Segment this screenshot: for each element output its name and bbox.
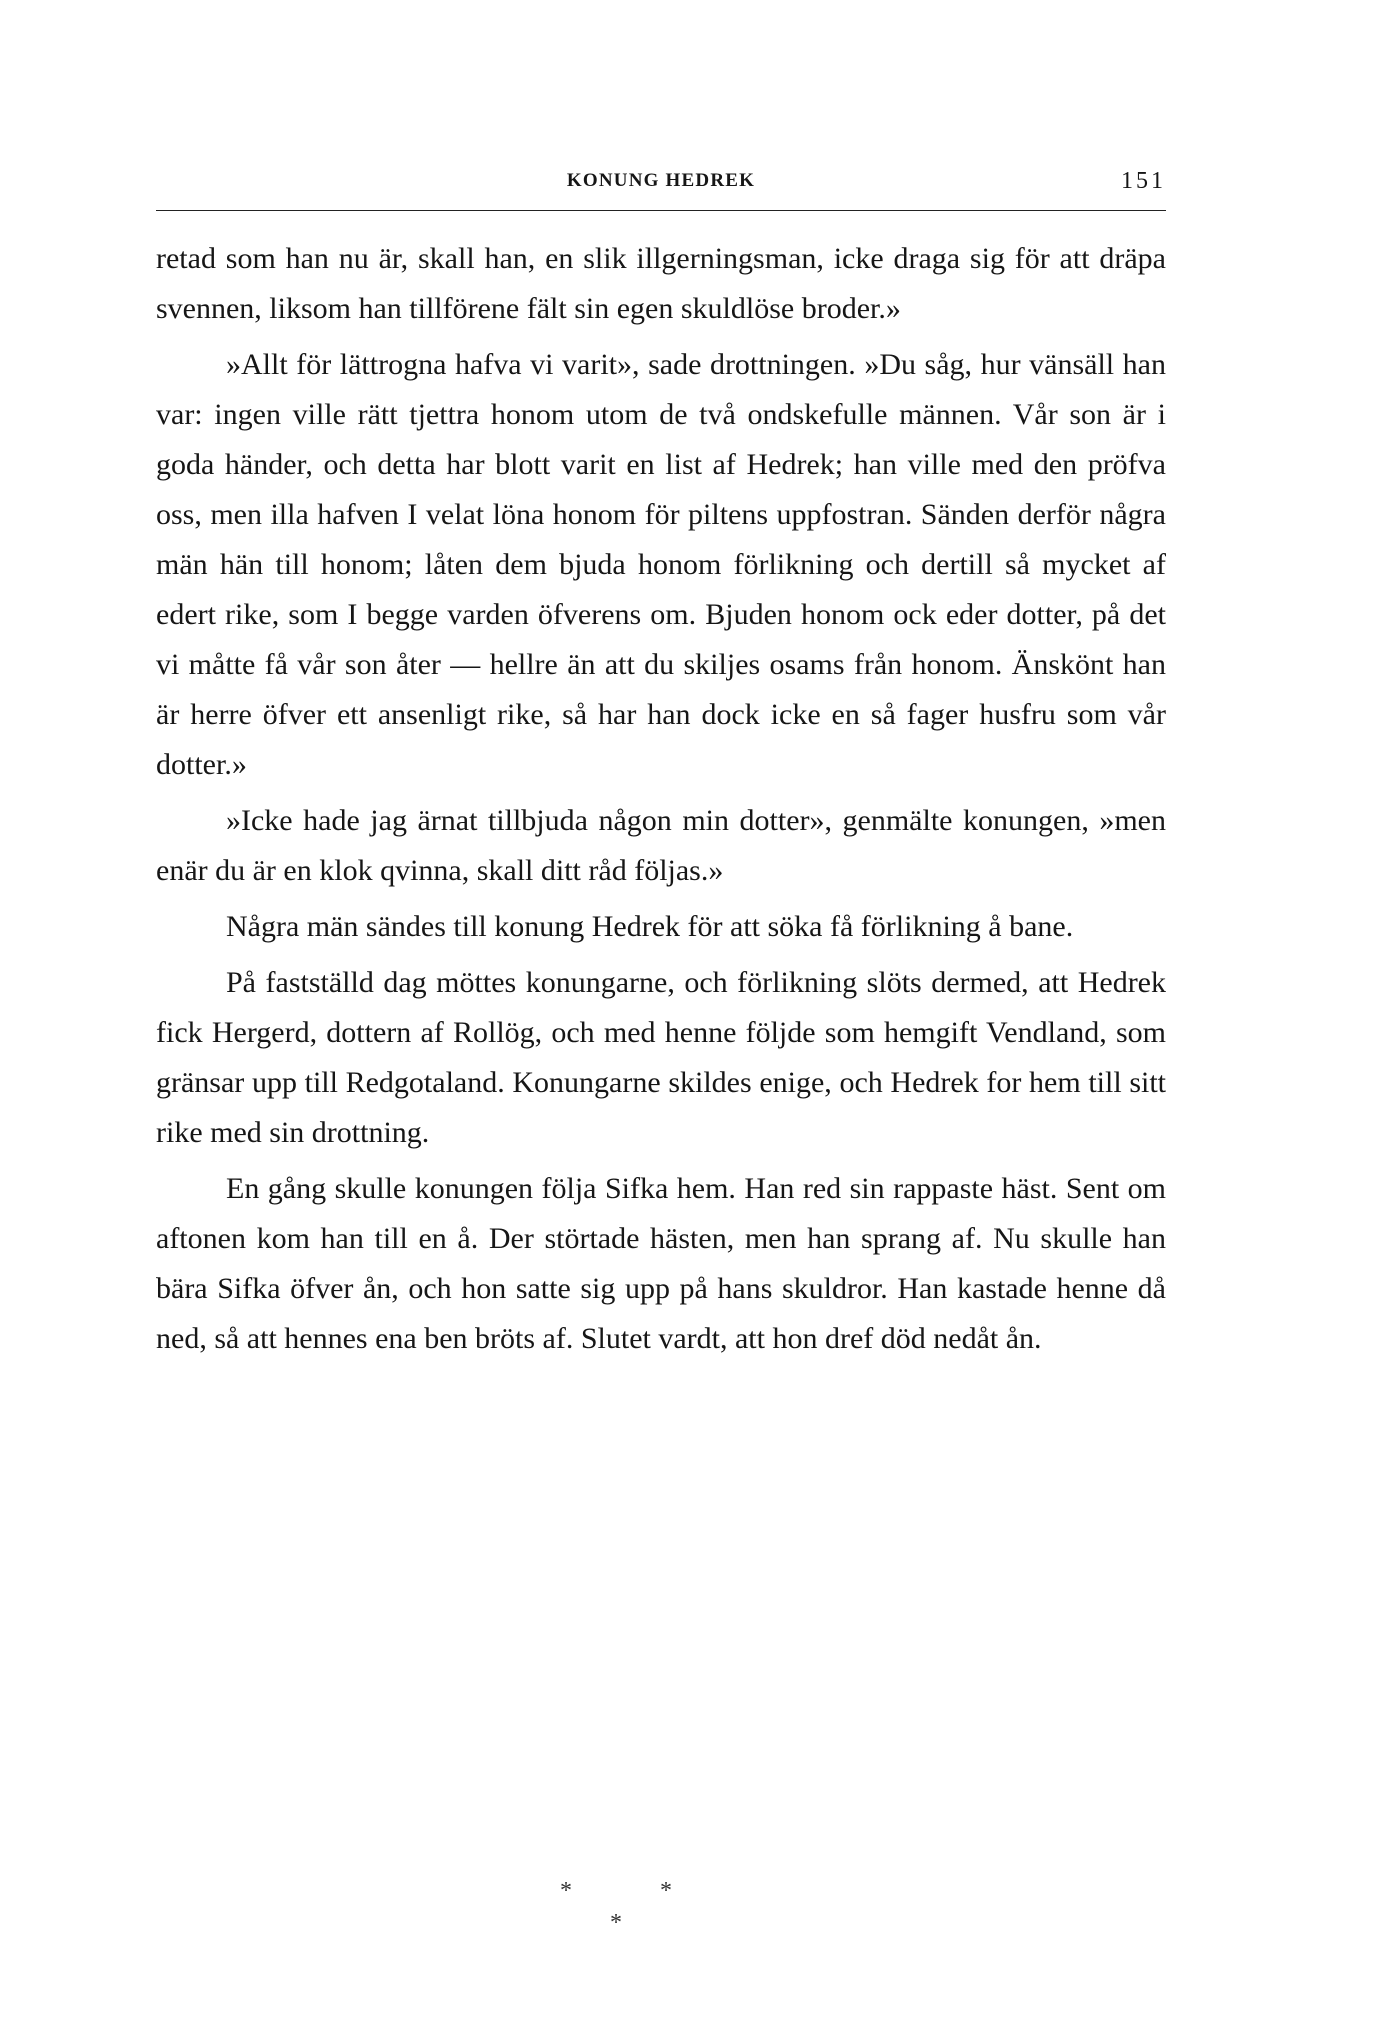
asterisk-ornament: * (660, 1878, 672, 1904)
running-head (156, 170, 1166, 200)
header-rule (156, 210, 1166, 211)
paragraph: En gång skulle konungen följa Sifka hem. Han red sin rappaste häst. Sent om aftonen kom han till en å. Der störtade hästen, men han sprang af. Nu skulle han bära Sifka öfver ån, och hon satte sig upp på hans skuldror. Han kastade henne då ned, så att hennes ena ben bröts af. Slutet vardt, att hon dref död nedåt ån. (156, 1172, 1166, 1355)
paragraph: Några män sändes till konung Hedrek för att söka få förlikning å bane. (226, 910, 1074, 943)
asterisk-ornament: * (610, 1910, 622, 1936)
paragraph: »Icke hade jag ärnat tillbjuda någon min dotter», genmälte konungen, »men enär du är en klok qvinna, skall ditt råd följas.» (156, 804, 1166, 887)
page-number: 151 (1121, 168, 1166, 194)
paragraph: På fastställd dag möttes konungarne, och förlikning slöts dermed, att Hedrek fick Hergerd, dottern af Rollög, och med henne följde som hemgift Vendland, som gränsar upp till Redgotaland. Konungarne skildes enige, och Hedrek for hem till sitt rike med sin drottning. (156, 966, 1166, 1149)
section-ornament (500, 1878, 800, 1958)
body-text (156, 234, 1166, 1370)
paragraph: retad som han nu är, skall han, en slik illgerningsman, icke draga sig för att dräpa svennen, liksom han tillförene fält sin egen skuldlöse broder.» (156, 242, 1166, 325)
running-title: KONUNG HEDREK (566, 170, 756, 191)
paragraph: »Allt för lättrogna hafva vi varit», sade drottningen. »Du såg, hur vänsäll han var: ingen ville rätt tjettra honom utom de två ondskefulle männen. Vår son är i goda händer, och detta har blott varit en list af Hedrek; han ville med den pröfva oss, men illa hafven I velat löna honom för piltens uppfostran. Sänden derför några män hän till honom; låten dem bjuda honom förlikning och dertill så mycket af edert rike, som I begge varden öfverens om. Bjuden honom ock eder dotter, på det vi måtte få vår son åter — hellre än att du skiljes osams från honom. Änskönt han är herre öfver ett ansenligt rike, så har han dock icke en så fager husfru som vår dotter.» (156, 348, 1166, 781)
asterisk-ornament: * (560, 1878, 572, 1904)
